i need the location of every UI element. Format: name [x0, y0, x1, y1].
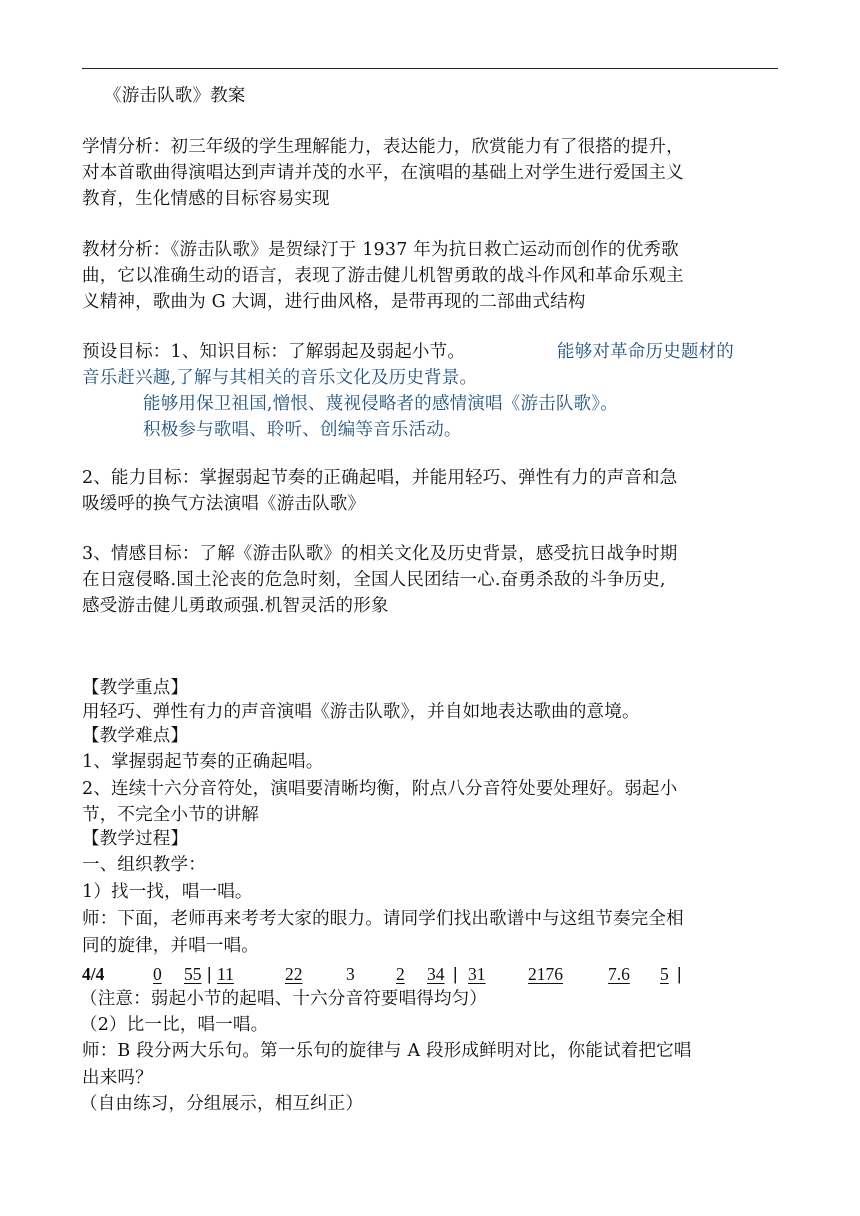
paragraph-line: 学情分析：初三年级的学生理解能力，表达能力，欣赏能力有了很搭的提升，: [82, 137, 684, 157]
note-token: 55: [184, 964, 202, 984]
paragraph-line: 出来吗？: [82, 1068, 153, 1088]
paragraph-line: （注意：弱起小节的起唱、十六分音符要唱得均匀）: [80, 989, 488, 1009]
paragraph-line: 能够对革命历史题材的: [557, 342, 734, 362]
note-token: 7.6: [608, 964, 630, 984]
note-token: 22: [285, 964, 303, 984]
paragraph-line: 义精神，歌曲为 G 大调，进行曲风格，是带再现的二部曲式结构: [82, 292, 586, 312]
note-token: 34: [427, 964, 445, 984]
paragraph-line: 吸缓呼的换气方法演唱《游击队歌》: [82, 494, 366, 514]
paragraph-line: 2、能力目标：掌握弱起节奏的正确起唱，并能用轻巧、弹性有力的声音和急: [82, 468, 678, 488]
header-rule: [82, 68, 778, 69]
paragraph-line: 同的旋律，并唱一唱。: [82, 936, 259, 956]
paragraph-line: 积极参与歌唱、聆听、创编等音乐活动。: [143, 420, 462, 440]
paragraph-line: 师：下面，老师再来考考大家的眼力。请同学们找出歌谱中与这组节奏完全相: [82, 909, 684, 929]
section-heading: 【教学重点】: [82, 678, 189, 698]
note-token: 3: [346, 964, 355, 984]
paragraph-line: 3、情感目标：了解《游击队歌》的相关文化及历史背景，感受抗日战争时期: [82, 544, 678, 564]
bar-line: |: [453, 964, 458, 984]
note-token: 2176: [528, 964, 563, 984]
paragraph-line: 在日寇侵略.国土沦丧的危急时刻，全国人民团结一心.奋勇杀敌的斗争历史,: [82, 570, 666, 590]
paragraph-line: 音乐赶兴趣,了解与其相关的音乐文化及历史背景。: [82, 368, 478, 388]
bar-line: |: [677, 964, 682, 984]
section-heading: 【教学难点】: [82, 726, 189, 746]
paragraph-line: 教材分析：《游击队歌》是贺绿汀于 1937 年为抗日救亡运动而创作的优秀歌: [82, 240, 679, 260]
note-token: 31: [468, 964, 486, 984]
paragraph-line: 对本首歌曲得演唱达到声请并茂的水平，在演唱的基础上对学生进行爱国主义: [82, 163, 684, 183]
paragraph-line: 预设目标：1、知识目标：了解弱起及弱起小节。: [82, 342, 466, 362]
paragraph-line: 曲，它以准确生动的语言，表现了游击健儿机智勇敢的战斗作风和革命乐观主: [82, 266, 684, 286]
paragraph-line: 师：B 段分两大乐句。第一乐句的旋律与 A 段形成鲜明对比，你能试着把它唱: [82, 1041, 692, 1061]
meter-label: 4/4: [82, 964, 105, 984]
note-token: 11: [217, 964, 234, 984]
section-heading: 【教学过程】: [82, 829, 189, 849]
note-token: 2: [396, 964, 405, 984]
paragraph-line: 节，不完全小节的讲解: [82, 805, 259, 825]
paragraph-line: 教育，生化情感的目标容易实现: [82, 189, 330, 209]
paragraph-line: 能够用保卫祖国,憎恨、蔑视侵略者的感情演唱《游击队歌》。: [143, 394, 618, 414]
note-token: 5: [660, 964, 669, 984]
paragraph-line: 用轻巧、弹性有力的声音演唱《游击队歌》，并自如地表达歌曲的意境。: [82, 702, 640, 722]
note-token: 0: [153, 964, 162, 984]
paragraph-line: （自由练习，分组展示，相互纠正）: [80, 1094, 364, 1114]
paragraph-line: 2、连续十六分音符处，演唱要清晰均衡，附点八分音符处要处理好。弱起小: [82, 779, 678, 799]
paragraph-line: 1）找一找，唱一唱。: [82, 882, 253, 902]
paragraph-line: 感受游击健儿勇敢顽强.机智灵活的形象: [82, 596, 389, 616]
paragraph-line: 一、组织教学：: [82, 855, 206, 875]
document-title: 《游击队歌》教案: [104, 86, 246, 106]
paragraph-line: （2）比一比，唱一唱。: [80, 1015, 269, 1035]
bar-line: |: [207, 964, 212, 984]
paragraph-line: 1、掌握弱起节奏的正确起唱。: [82, 752, 324, 772]
